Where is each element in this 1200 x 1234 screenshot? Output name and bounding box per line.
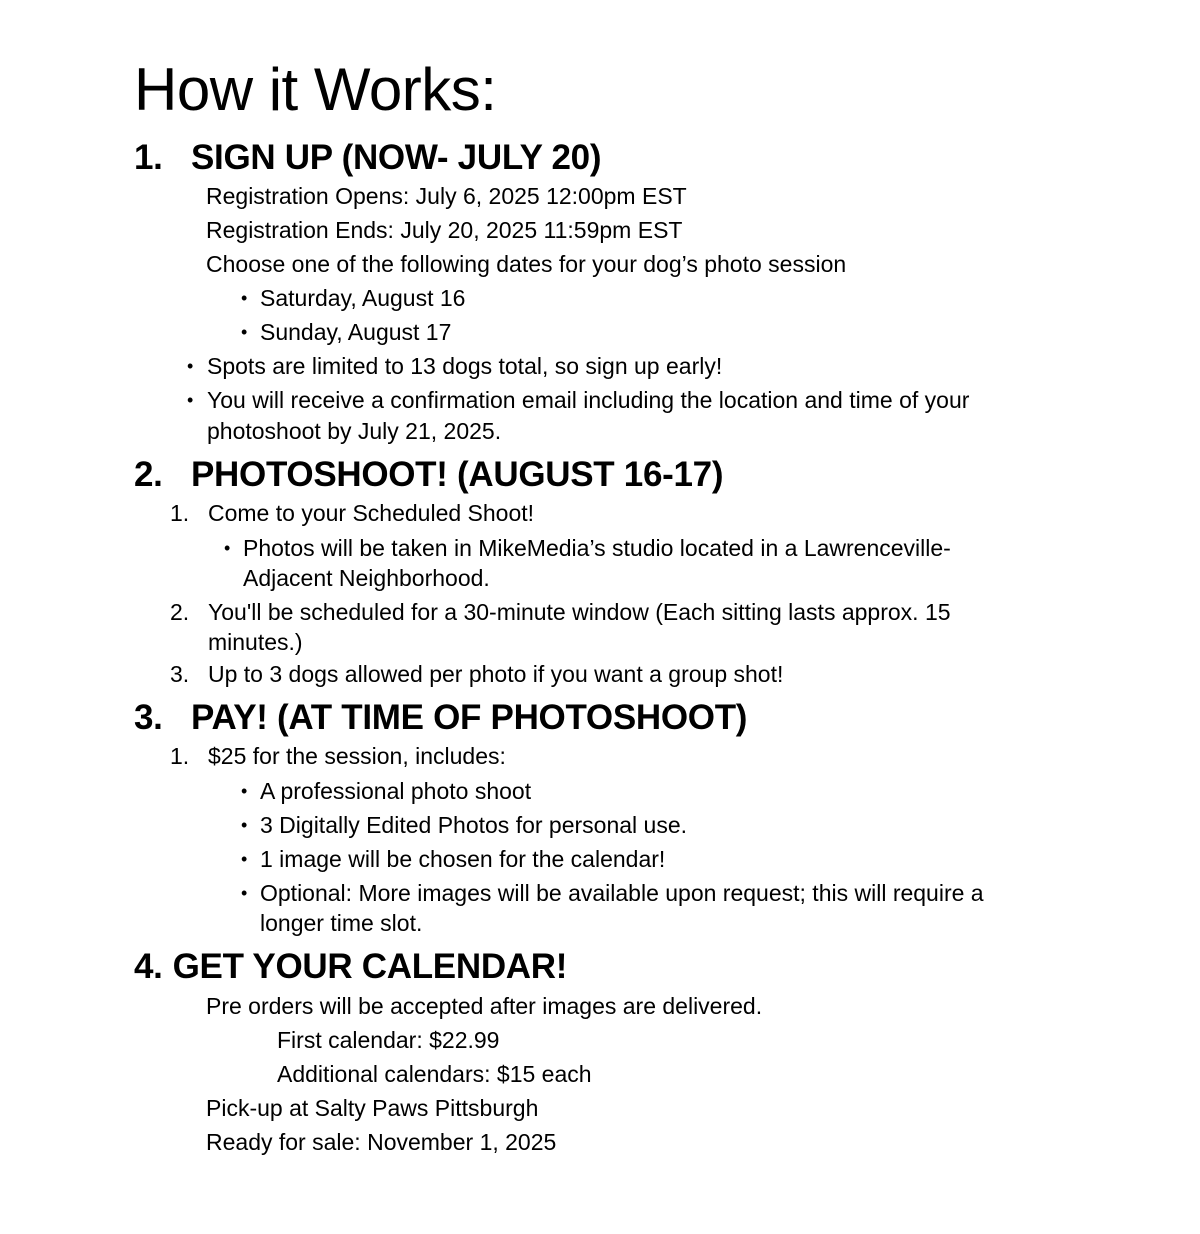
preorders-text: Pre orders will be accepted after images are delivered. xyxy=(206,993,763,1019)
list-number: 1. xyxy=(170,743,190,769)
bullet-icon: • xyxy=(241,883,248,903)
section-1-number: 1. xyxy=(134,138,163,177)
bullet-icon: • xyxy=(224,538,231,558)
section-2-heading xyxy=(134,454,723,496)
section-4-number: 4. xyxy=(134,947,163,986)
bullet-icon: • xyxy=(241,322,248,342)
confirmation-text-line-2: photoshoot by July 21, 2025. xyxy=(207,418,502,444)
date-option-sunday: Sunday, August 17 xyxy=(260,319,452,345)
page-title: How it Works: xyxy=(134,56,497,123)
registration-ends: Registration Ends: July 20, 2025 11:59pm EST xyxy=(206,217,683,243)
bullet-icon: • xyxy=(241,849,248,869)
session-price-text: $25 for the session, includes: xyxy=(208,743,506,769)
pickup-location: Pick-up at Salty Paws Pittsburgh xyxy=(206,1095,539,1121)
group-shot-text: Up to 3 dogs allowed per photo if you want a group shot! xyxy=(208,661,784,687)
list-number: 1. xyxy=(170,500,190,526)
section-3-number: 3. xyxy=(134,698,163,737)
includes-item: A professional photo shoot xyxy=(260,778,532,804)
spots-limited-text: Spots are limited to 13 dogs total, so sign up early! xyxy=(207,353,723,379)
choose-dates-text: Choose one of the following dates for your dog’s photo session xyxy=(206,251,847,277)
ready-for-sale-date: Ready for sale: November 1, 2025 xyxy=(206,1129,557,1155)
first-calendar-price: First calendar: $22.99 xyxy=(277,1027,500,1053)
registration-opens: Registration Opens: July 6, 2025 12:00pm EST xyxy=(206,183,687,209)
scheduled-shoot-text: Come to your Scheduled Shoot! xyxy=(208,500,535,526)
section-4-title: GET YOUR CALENDAR! xyxy=(172,947,568,986)
section-2-title: PHOTOSHOOT! (AUGUST 16-17) xyxy=(191,455,724,494)
bullet-icon: • xyxy=(241,781,248,801)
studio-location-line-2: Adjacent Neighborhood. xyxy=(243,565,490,591)
date-option-saturday: Saturday, August 16 xyxy=(260,285,466,311)
section-4-heading xyxy=(134,946,567,988)
studio-location-line-1: Photos will be taken in MikeMedia’s studio located in a Lawrenceville- xyxy=(243,535,951,561)
time-window-text-line-1: You'll be scheduled for a 30-minute window (Each sitting lasts approx. 15 xyxy=(208,599,951,625)
confirmation-text-line-1: You will receive a confirmation email including the location and time of your xyxy=(207,387,970,413)
section-3-title: PAY! (AT TIME OF PHOTOSHOOT) xyxy=(191,698,748,737)
bullet-icon: • xyxy=(187,390,194,410)
bullet-icon: • xyxy=(241,288,248,308)
list-number: 2. xyxy=(170,599,190,625)
includes-item: 1 image will be chosen for the calendar! xyxy=(260,846,666,872)
additional-calendars-price: Additional calendars: $15 each xyxy=(277,1061,592,1087)
section-2-number: 2. xyxy=(134,455,163,494)
section-1-title: SIGN UP (NOW- JULY 20) xyxy=(191,138,602,177)
section-3-heading xyxy=(134,697,747,739)
includes-item: Optional: More images will be available upon request; this will require a xyxy=(260,880,984,906)
includes-item-continued: longer time slot. xyxy=(260,910,423,936)
list-number: 3. xyxy=(170,661,190,687)
bullet-icon: • xyxy=(187,356,194,376)
bullet-icon: • xyxy=(241,815,248,835)
section-1-heading xyxy=(134,137,601,179)
time-window-text-line-2: minutes.) xyxy=(208,629,303,655)
includes-item: 3 Digitally Edited Photos for personal use. xyxy=(260,812,688,838)
